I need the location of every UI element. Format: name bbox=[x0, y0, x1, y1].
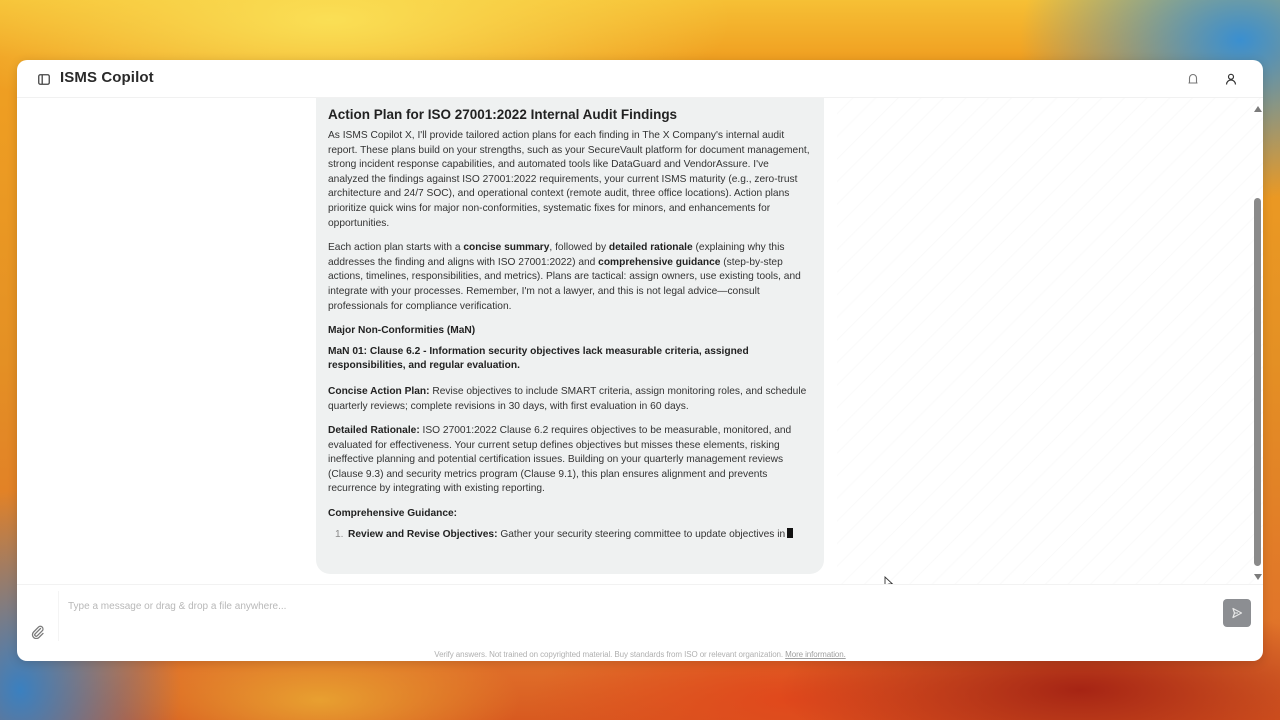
notification-button[interactable] bbox=[1185, 71, 1201, 87]
composer bbox=[17, 584, 1263, 644]
scroll-up-arrow[interactable] bbox=[1254, 106, 1262, 112]
app-title: ISMS Copilot bbox=[60, 69, 154, 86]
list-number: 1. bbox=[335, 528, 344, 540]
section-heading: Major Non-Conformities (MaN) bbox=[328, 325, 476, 337]
attach-file-button[interactable] bbox=[31, 625, 45, 639]
paperclip-icon bbox=[31, 625, 45, 639]
chat-scrollbar[interactable] bbox=[1253, 102, 1263, 580]
guidance-list-item: 1. Review and Revise Objectives: Gather your security steering committee to update objectives in bbox=[328, 528, 812, 543]
sidebar-toggle-icon bbox=[38, 74, 50, 85]
sidebar-toggle-button[interactable] bbox=[37, 72, 51, 86]
user-icon bbox=[1225, 73, 1237, 85]
scroll-down-arrow[interactable] bbox=[1254, 574, 1262, 580]
detailed-rationale: Detailed Rationale: ISO 27001:2022 Clause 6.2 requires objectives to be measurable, monitored, and evaluated for effectiveness. Your current setup defines objectives but misses these elements, risking ineffective planning and potential certification issues. Building on your quarterly management reviews (Clause 9.3) and security metrics program (Clause 9.1), this plan ensures alignment and prevents recurrence by integrating with existing reporting. bbox=[328, 425, 792, 495]
send-icon bbox=[1231, 607, 1243, 619]
guidance-heading: Comprehensive Guidance: bbox=[328, 508, 458, 520]
scroll-thumb[interactable] bbox=[1254, 198, 1261, 566]
concise-action-plan: Concise Action Plan: Revise objectives to include SMART criteria, assign monitoring roles, and schedule quarterly reviews; complete revisions in 30 days, with first evaluation in 60 days. bbox=[328, 385, 807, 412]
mouse-pointer-icon bbox=[884, 576, 896, 584]
chat-area bbox=[17, 98, 1263, 584]
more-information-link[interactable]: More information. bbox=[785, 650, 846, 659]
message-intro: As ISMS Copilot X, I'll provide tailored action plans for each finding in The X Company's internal audit report. These plans build on your strengths, such as your SecureVault platform for document management, strong incident response capabilities, and automated tools like DataGuard and VendorAssure. I've analyzed the findings against ISO 27001:2022 requirements, your current ISMS maturity (e.g., zero-trust architecture and 24/7 SOC), and operational context (remote audit, three office locations). Action plans prioritize quick wins for major non-conformities, systematic fixes for minors, and enhancements for opportunities. bbox=[328, 130, 810, 229]
finding-title: MaN 01: Clause 6.2 - Information security objectives lack measurable criteria, assigned responsibilities, and regular evaluation. bbox=[328, 345, 749, 372]
disclaimer: Verify answers. Not trained on copyrighted material. Buy standards from ISO or relevant organization. More information. bbox=[434, 650, 846, 659]
streaming-cursor bbox=[787, 528, 793, 538]
header bbox=[17, 60, 1263, 98]
message-structure: Each action plan starts with a concise summary, followed by detailed rationale (explaining why this addresses the finding and aligns with ISO 27001:2022) and comprehensive guidance (step-by-step actions, timelines, responsibilities, and metrics). Plans are tactical: assign owners, use existing tools, and integrate with your processes. Remember, I'm not a lawyer, and this is not legal advice—consult professionals for compliance verification. bbox=[328, 242, 801, 312]
send-button[interactable] bbox=[1223, 599, 1251, 627]
user-menu-button[interactable] bbox=[1223, 71, 1239, 87]
message-input[interactable] bbox=[58, 591, 1216, 641]
message-title: Action Plan for ISO 27001:2022 Internal Audit Findings bbox=[328, 107, 678, 122]
app-window bbox=[17, 60, 1263, 661]
assistant-message bbox=[316, 98, 824, 574]
notification-icon bbox=[1187, 73, 1199, 85]
